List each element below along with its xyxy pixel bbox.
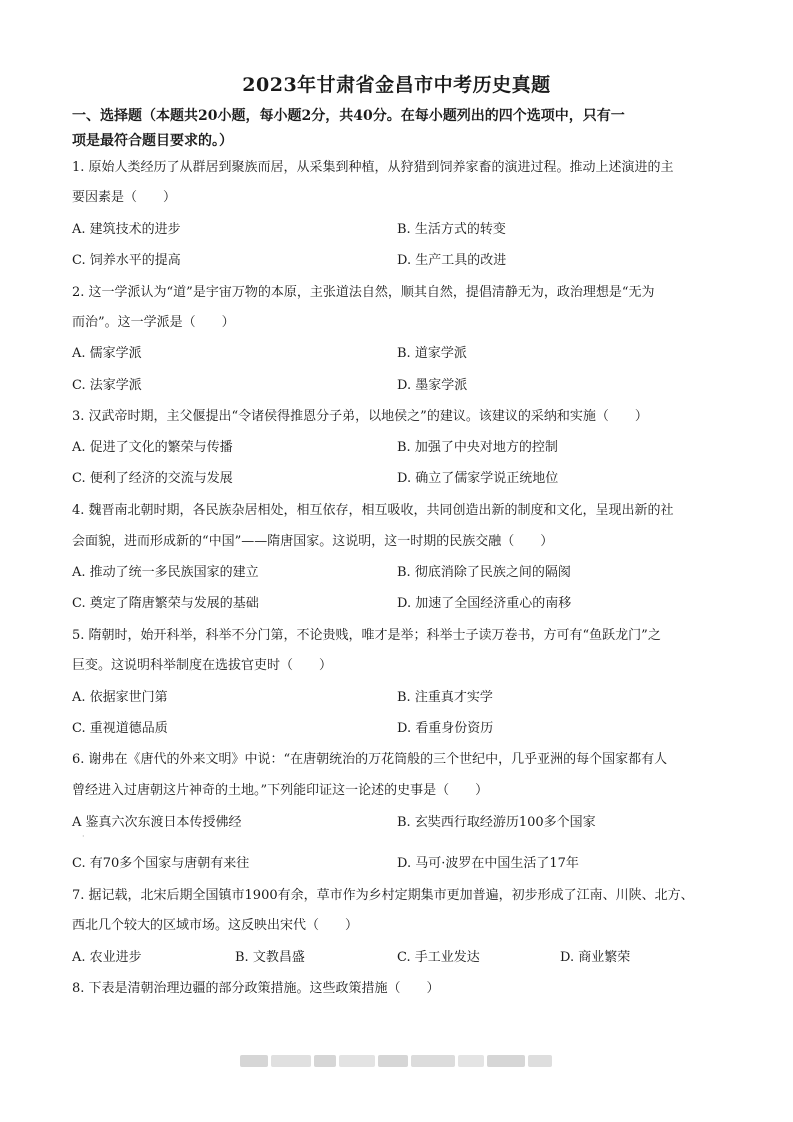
page-title: 2023年甘肃省金昌市中考历史真题 (242, 74, 551, 96)
question-5-option-c[interactable]: C. 重视道德品质 (72, 721, 168, 736)
stray-dot-mark: · (82, 832, 85, 841)
question-6-option-d[interactable]: D. 马可·波罗在中国生活了17年 (397, 856, 579, 871)
question-1-text-line-1: 1. 原始人类经历了从群居到聚族而居，从采集到种植，从狩猎到饲养家畜的演进过程。推动上述演进的主 (72, 160, 674, 175)
question-5-text-line-2: 巨变。这说明科举制度在选拔官吏时（ ） (72, 658, 333, 673)
question-5-option-d[interactable]: D. 看重身份资历 (397, 721, 494, 736)
question-1-option-c[interactable]: C. 饲养水平的提高 (72, 253, 181, 268)
question-5-option-a[interactable]: A. 依据家世门第 (72, 690, 168, 705)
section-heading-line-2: 项是最符合题目要求的。） (72, 133, 233, 149)
question-1-option-a[interactable]: A. 建筑技术的进步 (72, 222, 181, 237)
question-2-option-b[interactable]: B. 道家学派 (397, 346, 467, 361)
question-7-option-c[interactable]: C. 手工业发达 (397, 950, 480, 965)
question-6-option-a[interactable]: A 鉴真六次东渡日本传授佛经 (72, 815, 242, 830)
question-6-text-line-2: 曾经进入过唐朝这片神奇的土地。”下列能印证这一论述的史事是（ ） (72, 783, 489, 798)
question-4-option-a[interactable]: A. 推动了统一多民族国家的建立 (72, 565, 259, 580)
question-2-option-a[interactable]: A. 儒家学派 (72, 346, 142, 361)
question-1-option-d[interactable]: D. 生产工具的改进 (397, 253, 507, 268)
question-7-option-d[interactable]: D. 商业繁荣 (560, 950, 631, 965)
question-3-option-b[interactable]: B. 加强了中央对地方的控制 (397, 440, 558, 455)
question-4-text-line-1: 4. 魏晋南北朝时期，各民族杂居相处，相互依存，相互吸收，共同创造出新的制度和文化，呈现出新的社 (72, 503, 674, 518)
question-4-option-d[interactable]: D. 加速了全国经济重心的南移 (397, 596, 572, 611)
question-1-option-b[interactable]: B. 生活方式的转变 (397, 222, 506, 237)
blurred-footer-watermark (240, 1055, 556, 1069)
question-2-text-line-1: 2. 这一学派认为“道”是宇宙万物的本原，主张道法自然，顺其自然，提倡清静无为，政治理想是“无为 (72, 285, 655, 300)
question-7-text-line-1: 7. 据记载，北宋后期全国镇市1900有余，草市作为乡村定期集市更加普遍，初步形成了江南、川陕、北方、 (72, 888, 694, 903)
question-3-option-d[interactable]: D. 确立了儒家学说正统地位 (397, 471, 559, 486)
question-5-option-b[interactable]: B. 注重真才实学 (397, 690, 493, 705)
question-2-option-d[interactable]: D. 墨家学派 (397, 378, 468, 393)
question-2-text-line-2: 而治”。这一学派是（ ） (72, 315, 235, 330)
question-4-option-b[interactable]: B. 彻底消除了民族之间的隔阂 (397, 565, 571, 580)
question-2-option-c[interactable]: C. 法家学派 (72, 378, 142, 393)
question-1-text-line-2: 要因素是（ ） (72, 190, 177, 205)
question-5-text-line-1: 5. 隋朝时，始开科举，科举不分门第，不论贵贱，唯才是举；科举士子读万卷书，方可有“鱼跃龙门”之 (72, 628, 661, 643)
question-7-option-b[interactable]: B. 文教昌盛 (235, 950, 305, 965)
question-3-text-line-1: 3. 汉武帝时期，主父偃提出“令诸侯得推恩分子弟，以地侯之”的建议。该建议的采纳和实施（ ） (72, 409, 648, 424)
question-3-option-c[interactable]: C. 便利了经济的交流与发展 (72, 471, 233, 486)
question-8-text-line-1: 8. 下表是清朝治理边疆的部分政策措施。这些政策措施（ ） (72, 981, 440, 996)
question-6-option-c[interactable]: C. 有70多个国家与唐朝有来往 (72, 856, 250, 871)
question-4-text-line-2: 会面貌，进而形成新的“中国”——隋唐国家。这说明，这一时期的民族交融（ ） (72, 534, 554, 549)
question-3-option-a[interactable]: A. 促进了文化的繁荣与传播 (72, 440, 233, 455)
question-7-option-a[interactable]: A. 农业进步 (72, 950, 142, 965)
question-6-option-b[interactable]: B. 玄奘西行取经游历100多个国家 (397, 815, 596, 830)
question-7-text-line-2: 西北几个较大的区域市场。这反映出宋代（ ） (72, 918, 359, 933)
question-4-option-c[interactable]: C. 奠定了隋唐繁荣与发展的基础 (72, 596, 259, 611)
question-6-text-line-1: 6. 谢弗在《唐代的外来文明》中说：“在唐朝统治的万花筒般的三个世纪中，几乎亚洲的每个国家都有人 (72, 752, 668, 767)
section-heading-line-1: 一、选择题（本题共20小题，每小题2分，共40分。在每小题列出的四个选项中，只有一 (72, 108, 625, 124)
